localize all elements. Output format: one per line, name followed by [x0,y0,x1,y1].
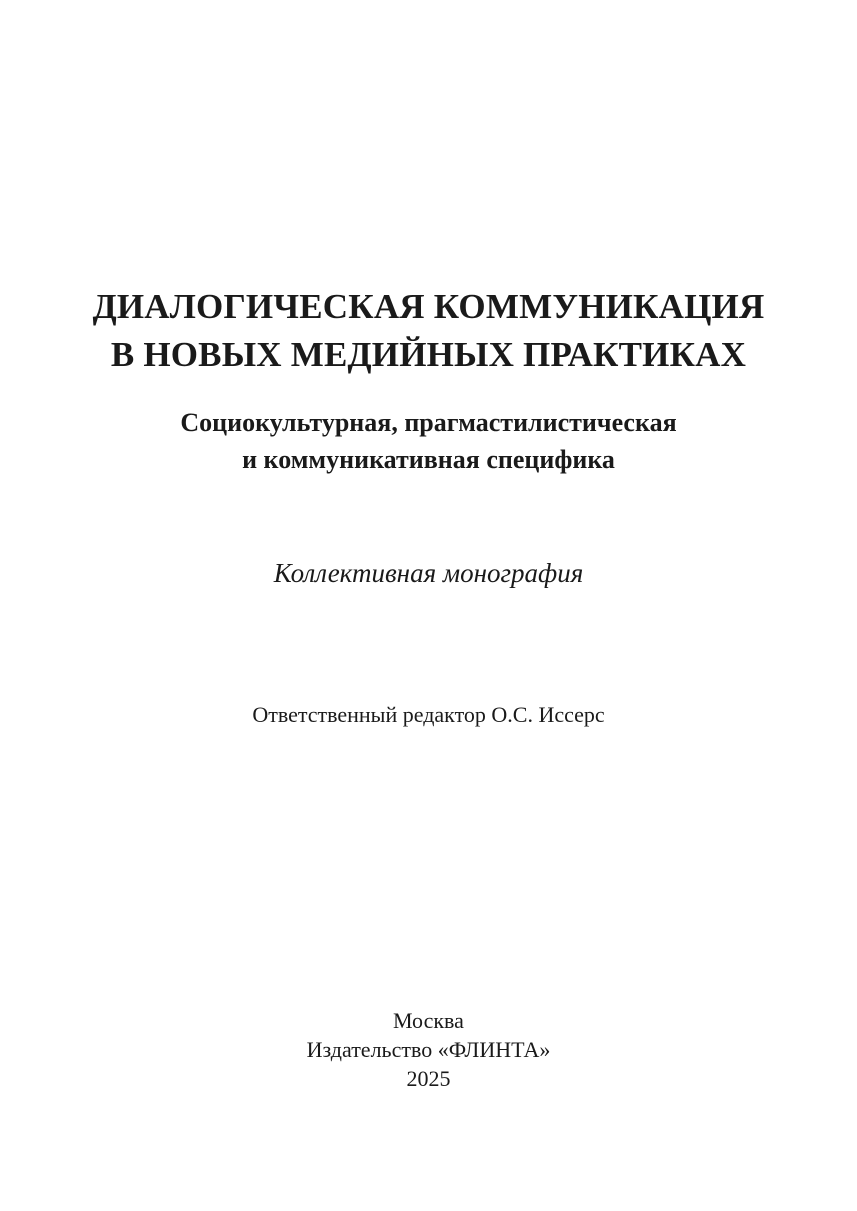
imprint-year: 2025 [406,1066,451,1091]
book-subtitle-line-2: и коммуникативная специфика [242,445,615,474]
book-title-line-2: В НОВЫХ МЕДИЙНЫХ ПРАКТИКАХ [110,335,747,374]
responsible-editor: Ответственный редактор О.С. Иссерс [252,702,605,727]
imprint-publisher: Издательство «ФЛИНТА» [306,1037,551,1062]
book-title [0,283,857,379]
book-subtitle [0,404,857,478]
imprint-city: Москва [393,1008,464,1033]
book-subtitle-line-1: Социокультурная, прагмастилистическая [180,408,677,437]
book-genre: Коллективная монография [273,558,584,588]
imprint [0,1006,857,1093]
book-title-line-1: ДИАЛОГИЧЕСКАЯ КОММУНИКАЦИЯ [92,287,765,326]
